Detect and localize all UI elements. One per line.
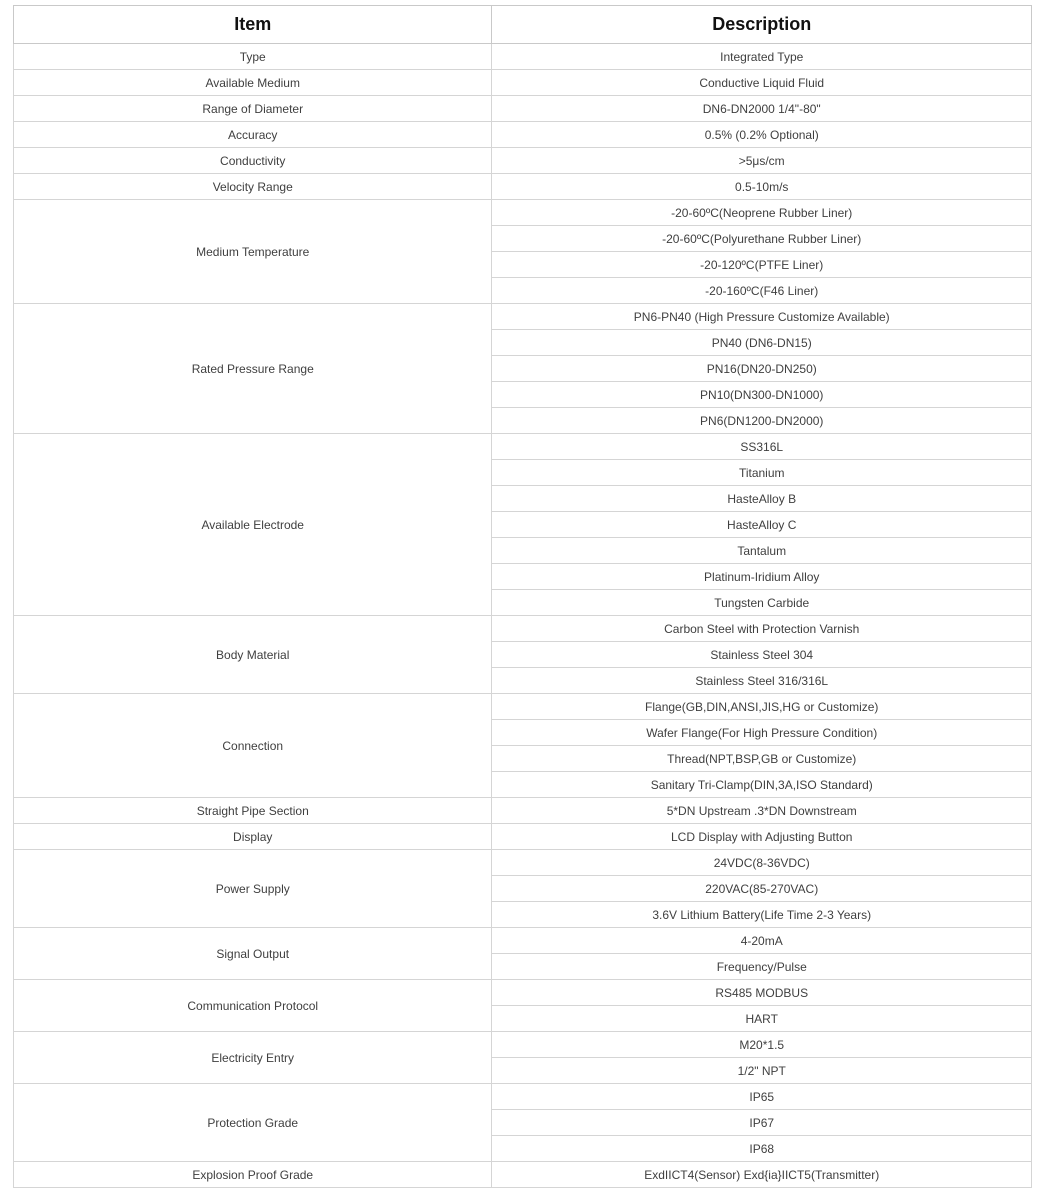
- header-row: [14, 6, 1032, 44]
- description-cell: PN40 (DN6-DN15): [492, 330, 1032, 356]
- item-cell: Communication Protocol: [14, 980, 492, 1032]
- description-cell: -20-160ºC(F46 Liner): [492, 278, 1032, 304]
- table-row: [14, 304, 1032, 330]
- description-cell: -20-60ºC(Polyurethane Rubber Liner): [492, 226, 1032, 252]
- spec-table-header: [14, 6, 1032, 44]
- table-row: [14, 694, 1032, 720]
- item-cell: Power Supply: [14, 850, 492, 928]
- table-row: [14, 850, 1032, 876]
- description-cell: Wafer Flange(For High Pressure Condition): [492, 720, 1032, 746]
- description-cell: Platinum-Iridium Alloy: [492, 564, 1032, 590]
- table-row: [14, 1084, 1032, 1110]
- item-cell: Type: [14, 44, 492, 70]
- item-cell: Body Material: [14, 616, 492, 694]
- description-cell: Stainless Steel 304: [492, 642, 1032, 668]
- description-cell: PN6-PN40 (High Pressure Customize Available): [492, 304, 1032, 330]
- description-cell: 1/2" NPT: [492, 1058, 1032, 1084]
- description-cell: Tantalum: [492, 538, 1032, 564]
- description-cell: HasteAlloy B: [492, 486, 1032, 512]
- description-cell: PN10(DN300-DN1000): [492, 382, 1032, 408]
- item-cell: Velocity Range: [14, 174, 492, 200]
- description-cell: Stainless Steel 316/316L: [492, 668, 1032, 694]
- table-row: [14, 1162, 1032, 1188]
- table-row: [14, 96, 1032, 122]
- description-cell: Carbon Steel with Protection Varnish: [492, 616, 1032, 642]
- description-cell: DN6-DN2000 1/4"-80": [492, 96, 1032, 122]
- description-cell: 5*DN Upstream .3*DN Downstream: [492, 798, 1032, 824]
- description-cell: 3.6V Lithium Battery(Life Time 2-3 Years): [492, 902, 1032, 928]
- table-row: [14, 174, 1032, 200]
- table-row: [14, 70, 1032, 96]
- item-cell: Straight Pipe Section: [14, 798, 492, 824]
- description-cell: IP65: [492, 1084, 1032, 1110]
- item-cell: Accuracy: [14, 122, 492, 148]
- item-cell: Available Electrode: [14, 434, 492, 616]
- description-cell: Integrated Type: [492, 44, 1032, 70]
- description-cell: 24VDC(8-36VDC): [492, 850, 1032, 876]
- spec-table-body: [14, 44, 1032, 1188]
- description-cell: Titanium: [492, 460, 1032, 486]
- description-column-header: Description: [492, 6, 1032, 44]
- item-cell: Connection: [14, 694, 492, 798]
- description-cell: SS316L: [492, 434, 1032, 460]
- table-row: [14, 616, 1032, 642]
- description-cell: Flange(GB,DIN,ANSI,JIS,HG or Customize): [492, 694, 1032, 720]
- item-cell: Conductivity: [14, 148, 492, 174]
- table-row: [14, 798, 1032, 824]
- description-cell: IP68: [492, 1136, 1032, 1162]
- table-row: [14, 44, 1032, 70]
- description-cell: HART: [492, 1006, 1032, 1032]
- item-cell: Electricity Entry: [14, 1032, 492, 1084]
- description-cell: HasteAlloy C: [492, 512, 1032, 538]
- description-cell: IP67: [492, 1110, 1032, 1136]
- item-cell: Protection Grade: [14, 1084, 492, 1162]
- description-cell: 4-20mA: [492, 928, 1032, 954]
- item-cell: Explosion Proof Grade: [14, 1162, 492, 1188]
- table-row: [14, 434, 1032, 460]
- description-cell: 0.5% (0.2% Optional): [492, 122, 1032, 148]
- description-cell: M20*1.5: [492, 1032, 1032, 1058]
- description-cell: LCD Display with Adjusting Button: [492, 824, 1032, 850]
- description-cell: Sanitary Tri-Clamp(DIN,3A,ISO Standard): [492, 772, 1032, 798]
- description-cell: 0.5-10m/s: [492, 174, 1032, 200]
- item-column-header: Item: [14, 6, 492, 44]
- table-row: [14, 148, 1032, 174]
- description-cell: -20-120ºC(PTFE Liner): [492, 252, 1032, 278]
- item-cell: Medium Temperature: [14, 200, 492, 304]
- table-row: [14, 200, 1032, 226]
- description-cell: RS485 MODBUS: [492, 980, 1032, 1006]
- description-cell: ExdIICT4(Sensor) Exd{ia}IICT5(Transmitter): [492, 1162, 1032, 1188]
- description-cell: Conductive Liquid Fluid: [492, 70, 1032, 96]
- description-cell: Tungsten Carbide: [492, 590, 1032, 616]
- description-cell: PN16(DN20-DN250): [492, 356, 1032, 382]
- table-row: [14, 1032, 1032, 1058]
- description-cell: >5μs/cm: [492, 148, 1032, 174]
- table-row: [14, 824, 1032, 850]
- description-cell: -20-60ºC(Neoprene Rubber Liner): [492, 200, 1032, 226]
- item-cell: Rated Pressure Range: [14, 304, 492, 434]
- description-cell: Thread(NPT,BSP,GB or Customize): [492, 746, 1032, 772]
- item-cell: Display: [14, 824, 492, 850]
- description-cell: PN6(DN1200-DN2000): [492, 408, 1032, 434]
- item-cell: Available Medium: [14, 70, 492, 96]
- table-row: [14, 122, 1032, 148]
- description-cell: Frequency/Pulse: [492, 954, 1032, 980]
- table-row: [14, 928, 1032, 954]
- description-cell: 220VAC(85-270VAC): [492, 876, 1032, 902]
- spec-table: [13, 5, 1032, 1188]
- table-row: [14, 980, 1032, 1006]
- item-cell: Range of Diameter: [14, 96, 492, 122]
- item-cell: Signal Output: [14, 928, 492, 980]
